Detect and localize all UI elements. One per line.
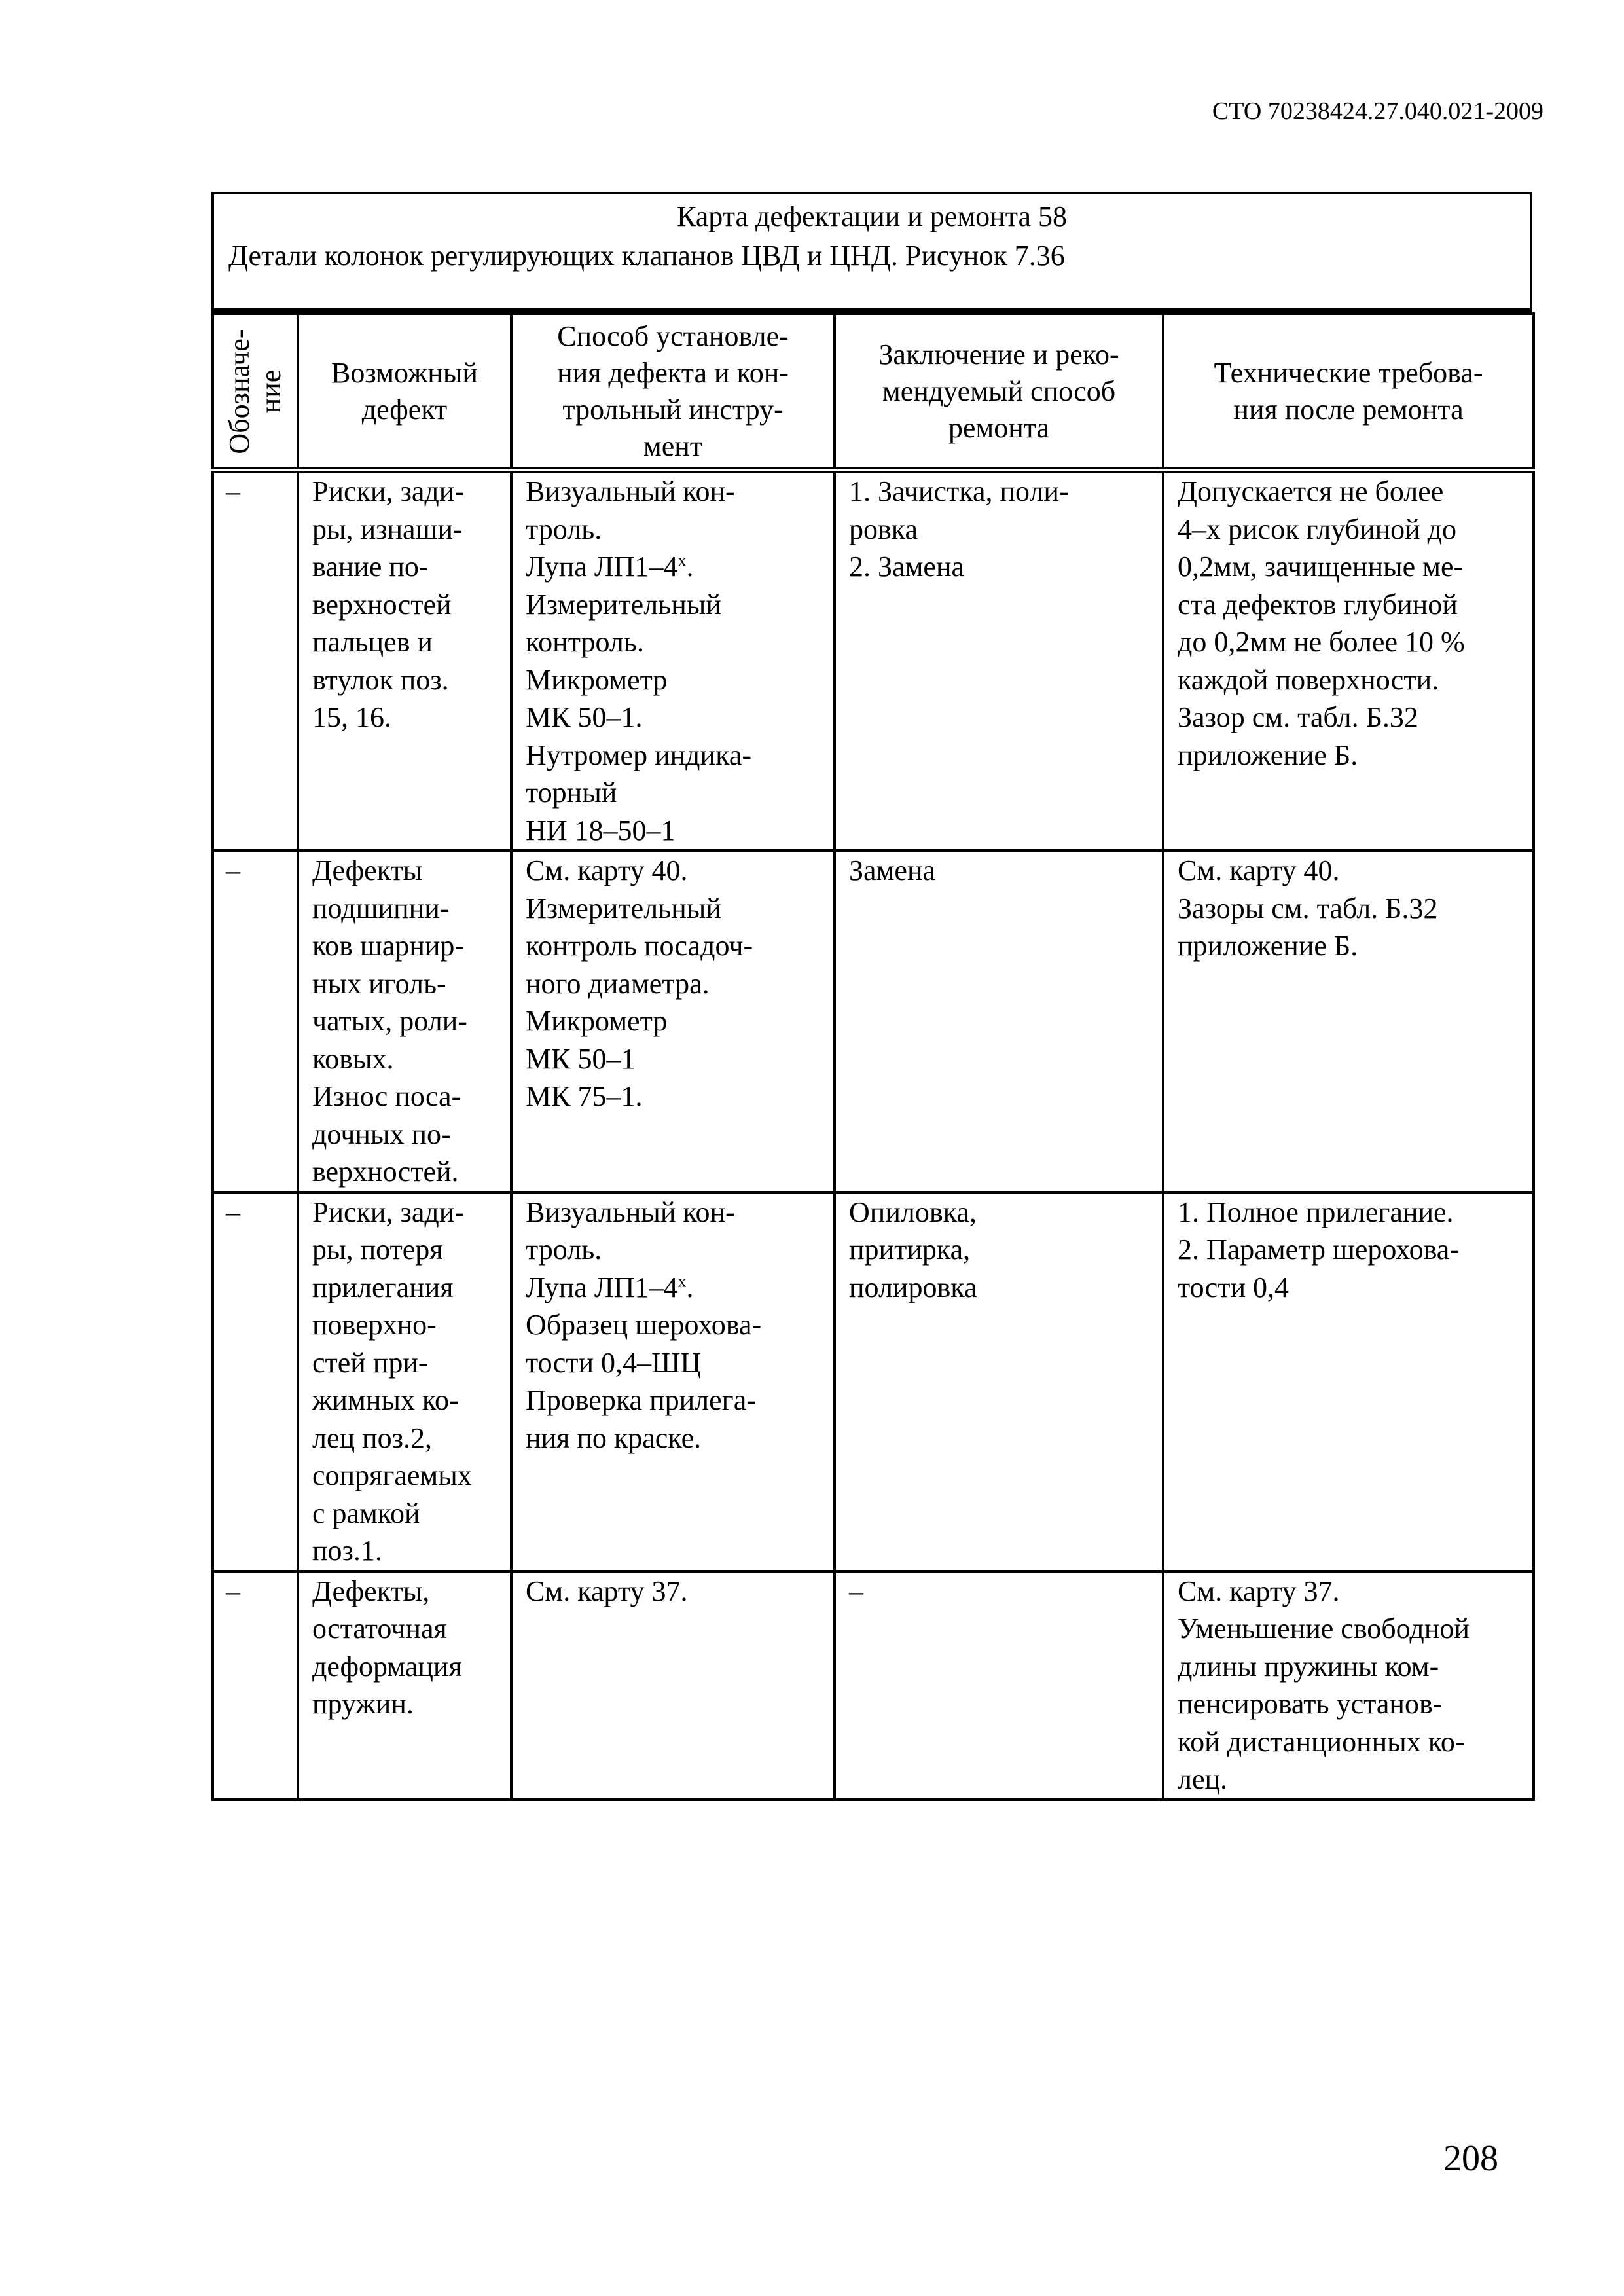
cell-conclusion-line: 2. Замена	[849, 551, 965, 583]
table-row	[213, 850, 1534, 1192]
cell-designation-line: –	[226, 1575, 240, 1607]
cell-defect-line: пружин.	[312, 1688, 414, 1720]
cell-conclusion-line: ровка	[849, 513, 918, 545]
cell-method	[511, 1192, 835, 1571]
header-designation-line: ние	[255, 369, 287, 413]
cell-method-line: Микрометр	[526, 663, 668, 696]
cell-designation	[213, 470, 298, 850]
cell-method-line: ния по краске.	[526, 1421, 702, 1454]
cell-conclusion	[835, 1192, 1163, 1571]
cell-method-line: Лупа ЛП1–4$^x$.	[526, 1271, 694, 1303]
cell-defect	[298, 1571, 511, 1800]
cell-defect-line: ков шарнир-	[312, 930, 465, 962]
superscript: x	[677, 1271, 687, 1290]
header-conclusion: Заключение и реко- мендуемый способ ремонта	[835, 314, 1163, 470]
cell-requirements-line: Допускается не более	[1178, 475, 1444, 507]
card-title: Карта дефектации и ремонта 58	[677, 200, 1067, 232]
cell-requirements-line: 2. Параметр шерохова-	[1178, 1233, 1459, 1266]
cell-method-line: Измерительный	[526, 892, 721, 924]
cell-defect-line: поверхно-	[312, 1309, 437, 1341]
cell-conclusion-line: 1. Зачистка, поли-	[849, 475, 1069, 507]
cell-defect-line: остаточная	[312, 1613, 447, 1645]
cell-defect-line: втулок поз.	[312, 663, 449, 696]
cell-defect	[298, 1192, 511, 1571]
cell-method-line: Нутромер индика-	[526, 738, 751, 771]
cell-defect-line: лец поз.2,	[312, 1421, 432, 1454]
cell-defect-line: 15, 16.	[312, 701, 391, 733]
header-method: Способ установле- ния дефекта и кон- трольный инстру- мент	[511, 314, 835, 470]
table-row	[213, 470, 1534, 850]
cell-designation-line: –	[226, 475, 240, 507]
cell-defect-line: с рамкой	[312, 1497, 420, 1529]
cell-requirements	[1163, 850, 1534, 1192]
table-row	[213, 1192, 1534, 1571]
cell-method-line: тости 0,4–ШЦ	[526, 1346, 702, 1379]
cell-designation-line: –	[226, 1195, 240, 1228]
document-code: СТО 70238424.27.040.021-2009	[1212, 98, 1543, 125]
defect-table	[211, 312, 1535, 1801]
cell-requirements-line: См. карту 40.	[1178, 854, 1340, 886]
cell-defect-line: вание по-	[312, 551, 429, 583]
cell-method-line: Микрометр	[526, 1005, 668, 1037]
header-requirements: Технические требова- ния после ремонта	[1163, 314, 1534, 470]
cell-method-line: См. карту 37.	[526, 1575, 688, 1607]
cell-designation	[213, 850, 298, 1192]
cell-requirements-line: приложение Б.	[1178, 738, 1358, 771]
superscript: x	[677, 551, 687, 570]
header-defect: Возможный дефект	[298, 314, 511, 470]
cell-requirements-line: кой дистанционных ко-	[1178, 1725, 1465, 1758]
cell-defect-line: поз.1.	[312, 1535, 382, 1567]
cell-defect-line: Риски, зади-	[312, 475, 464, 507]
cell-conclusion-line: Замена	[849, 854, 936, 886]
cell-requirements-line: 4–х рисок глубиной до	[1178, 513, 1457, 545]
cell-defect-line: Риски, зади-	[312, 1195, 464, 1228]
cell-defect-line: чатых, роли-	[312, 1005, 467, 1037]
cell-method	[511, 1571, 835, 1800]
cell-designation-line: –	[226, 854, 240, 886]
cell-requirements	[1163, 470, 1534, 850]
cell-defect-line: жимных ко-	[312, 1384, 459, 1416]
cell-method	[511, 850, 835, 1192]
cell-defect-line: Износ поса-	[312, 1080, 461, 1112]
cell-defect-line: ры, изнаши-	[312, 513, 463, 545]
cell-designation	[213, 1192, 298, 1571]
cell-method-line: троль.	[526, 1233, 602, 1266]
cell-conclusion	[835, 470, 1163, 850]
page-number: 208	[1443, 2138, 1498, 2179]
cell-conclusion-line: –	[849, 1575, 863, 1607]
table-row	[213, 1571, 1534, 1800]
cell-defect-line: ры, потеря	[312, 1233, 443, 1266]
cell-defect	[298, 470, 511, 850]
cell-defect-line: стей при-	[312, 1346, 428, 1379]
cell-requirements-line: лец.	[1178, 1763, 1228, 1795]
cell-defect-line: деформация	[312, 1650, 462, 1683]
cell-requirements-line: Зазоры см. табл. Б.32	[1178, 892, 1438, 924]
cell-defect-line: дочных по-	[312, 1118, 451, 1150]
cell-defect	[298, 850, 511, 1192]
card-subtitle: Детали колонок регулирующих клапанов ЦВД и ЦНД. Рисунок 7.36	[228, 240, 1065, 272]
cell-method-line: Измерительный	[526, 588, 721, 621]
cell-defect-line: подшипни-	[312, 892, 450, 924]
cell-method-line: МК 50–1	[526, 1042, 636, 1075]
cell-defect-line: Дефекты,	[312, 1575, 430, 1607]
cell-requirements-line: См. карту 37.	[1178, 1575, 1340, 1607]
cell-requirements-line: каждой поверхности.	[1178, 663, 1439, 696]
cell-defect-line: прилегания	[312, 1271, 454, 1303]
cell-defect-line: Дефекты	[312, 854, 423, 886]
cell-method-line: контроль.	[526, 626, 644, 658]
defect-card	[211, 192, 1532, 1801]
cell-requirements-line: 0,2мм, зачищенные ме-	[1178, 551, 1464, 583]
cell-defect-line: ковых.	[312, 1042, 394, 1075]
cell-requirements-line: 1. Полное прилегание.	[1178, 1195, 1454, 1228]
cell-conclusion-line: Опиловка,	[849, 1195, 977, 1228]
table-header-row	[213, 314, 1534, 470]
cell-conclusion	[835, 1571, 1163, 1800]
cell-conclusion	[835, 850, 1163, 1192]
header-designation	[213, 314, 298, 470]
cell-requirements-line: Зазор см. табл. Б.32	[1178, 701, 1418, 733]
cell-method-line: См. карту 40.	[526, 854, 688, 886]
header-designation-line: Обозначе-	[223, 328, 255, 454]
cell-designation	[213, 1571, 298, 1800]
cell-method-line: НИ 18–50–1	[526, 814, 676, 847]
table-body	[213, 470, 1534, 1800]
cell-method-line: Проверка прилега-	[526, 1384, 756, 1416]
cell-defect-line: ных иголь-	[312, 967, 446, 1000]
cell-requirements-line: тости 0,4	[1178, 1271, 1290, 1303]
cell-requirements-line: приложение Б.	[1178, 930, 1358, 962]
cell-defect-line: пальцев и	[312, 626, 433, 658]
cell-method-line: МК 50–1.	[526, 701, 643, 733]
cell-method-line: контроль посадоч-	[526, 930, 753, 962]
cell-method-line: торный	[526, 776, 617, 809]
cell-requirements-line: до 0,2мм не более 10 %	[1178, 626, 1465, 658]
cell-conclusion-line: притирка,	[849, 1233, 971, 1266]
cell-conclusion-line: полировка	[849, 1271, 977, 1303]
cell-method-line: Визуальный кон-	[526, 475, 735, 507]
cell-defect-line: сопрягаемых	[312, 1459, 472, 1491]
cell-requirements-line: длины пружины ком-	[1178, 1650, 1439, 1683]
cell-requirements-line: ста дефектов глубиной	[1178, 588, 1458, 621]
cell-defect-line: верхностей	[312, 588, 452, 621]
cell-method-line: МК 75–1.	[526, 1080, 643, 1112]
cell-method-line: Образец шерохова-	[526, 1309, 762, 1341]
cell-method-line: Лупа ЛП1–4$^x$.	[526, 551, 694, 583]
cell-defect-line: верхностей.	[312, 1156, 459, 1188]
cell-requirements	[1163, 1571, 1534, 1800]
cell-method-line: троль.	[526, 513, 602, 545]
cell-method-line: ного диаметра.	[526, 967, 710, 1000]
cell-method	[511, 470, 835, 850]
cell-requirements	[1163, 1192, 1534, 1571]
cell-requirements-line: Уменьшение свободной	[1178, 1613, 1470, 1645]
cell-method-line: Визуальный кон-	[526, 1195, 735, 1228]
cell-requirements-line: пенсировать установ-	[1178, 1688, 1443, 1720]
card-title-box	[211, 192, 1532, 312]
